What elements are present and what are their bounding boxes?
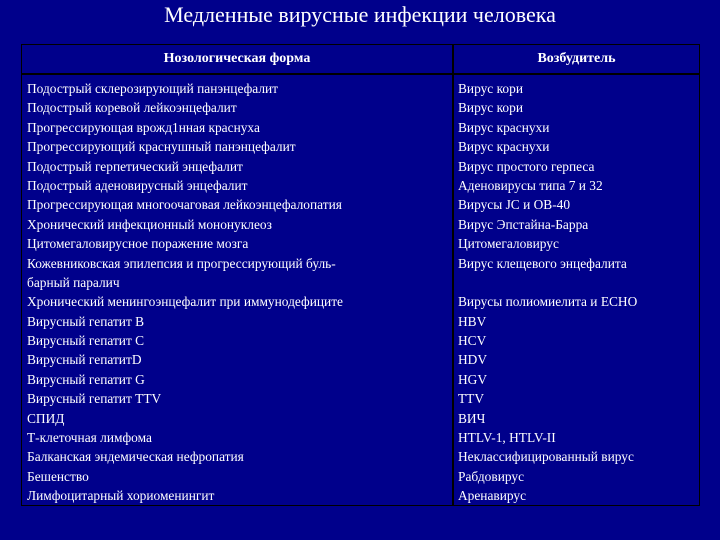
table-cell-pathogen: Неклассифицированный вирус [458, 449, 634, 465]
table-cell-form: Вирусный гепатит B [27, 313, 145, 329]
table-cell-pathogen: Вирус краснухи [458, 119, 550, 135]
table-cell-pathogen: Цитомегаловирус [458, 236, 559, 252]
table-cell-pathogen: Аденовирусы типа 7 и 32 [458, 177, 603, 193]
column-divider [452, 45, 454, 505]
table-cell-pathogen: HCV [458, 333, 487, 349]
header-nosological-form: Нозологическая форма [163, 51, 311, 66]
table-cell-form: Прогрессирующая врожд1нная краснуха [27, 119, 260, 135]
infections-table [21, 44, 700, 506]
table-cell-pathogen: Аренавирус [458, 488, 527, 504]
table-cell-form: Подострый герпетический энцефалит [27, 158, 243, 174]
table-cell-pathogen: HBV [458, 313, 487, 329]
table-cell-pathogen: HTLV-1, HTLV-II [458, 430, 556, 446]
table-cell-form: Вирусный гепатитD [27, 352, 142, 368]
table-cell-pathogen: ВИЧ [458, 410, 486, 426]
table-cell-form: Хронический менингоэнцефалит при иммунодефиците [27, 294, 343, 310]
table-cell-pathogen: Вирусы полиомиелита и ECHO [458, 294, 638, 310]
table-cell-form: Лимфоцитарный хориоменингит [27, 488, 215, 504]
table-cell-form: Подострый склерозирующий панэнцефалит [27, 81, 279, 96]
nosological-forms-column [27, 79, 343, 506]
table-cell-form: Балканская эндемическая нефропатия [27, 449, 244, 465]
table-cell-form: Подострый коревой лейкоэнцефалит [27, 100, 237, 116]
table-cell-form: Вирусный гепатит C [27, 333, 145, 349]
table-cell-pathogen: Рабдовирус [458, 468, 525, 484]
pathogens-column [458, 79, 637, 506]
table-cell-pathogen: Вирус кори [458, 100, 523, 116]
table-cell-pathogen: HGV [458, 371, 488, 387]
table-cell-form: Кожевниковская эпилепсия и прогрессирующий буль- [27, 255, 336, 271]
table-cell-form: барный паралич [27, 274, 120, 290]
table-cell-pathogen: Вирус простого герпеса [458, 158, 595, 174]
table-cell-pathogen [458, 273, 637, 292]
table-cell-pathogen: Вирус Эпстайна-Барра [458, 216, 589, 232]
table-header-row [22, 45, 699, 75]
table-cell-form: Прогрессирующий краснушный панэнцефалит [27, 139, 296, 155]
header-pathogen: Возбудитель [537, 51, 616, 66]
table-cell-form: Вирусный гепатит G [27, 371, 145, 387]
table-cell-form: Вирусный гепатит TTV [27, 391, 162, 407]
table-cell-pathogen: TTV [458, 391, 485, 407]
table-cell-pathogen: Вирус клещевого энцефалита [458, 255, 627, 271]
table-cell-pathogen: HDV [458, 352, 488, 368]
table-cell-form: Подострый аденовирусный энцефалит [27, 177, 248, 193]
table-cell-form: СПИД [27, 410, 65, 426]
table-cell-form: Т-клеточная лимфома [27, 430, 152, 446]
table-cell-form: Прогрессирующая многоочаговая лейкоэнцефалопатия [27, 197, 342, 213]
table-cell-pathogen: Вирус краснухи [458, 139, 550, 155]
table-cell-form: Хронический инфекционный мононуклеоз [27, 216, 272, 232]
table-cell-form: Бешенство [27, 468, 89, 484]
table-cell-pathogen: Вирусы JC и OB-40 [458, 197, 571, 213]
table-cell-pathogen: Вирус кори [458, 81, 523, 96]
slide-title: Медленные вирусные инфекции человека [164, 2, 556, 27]
table-cell-form: Цитомегаловирусное поражение мозга [27, 236, 249, 252]
